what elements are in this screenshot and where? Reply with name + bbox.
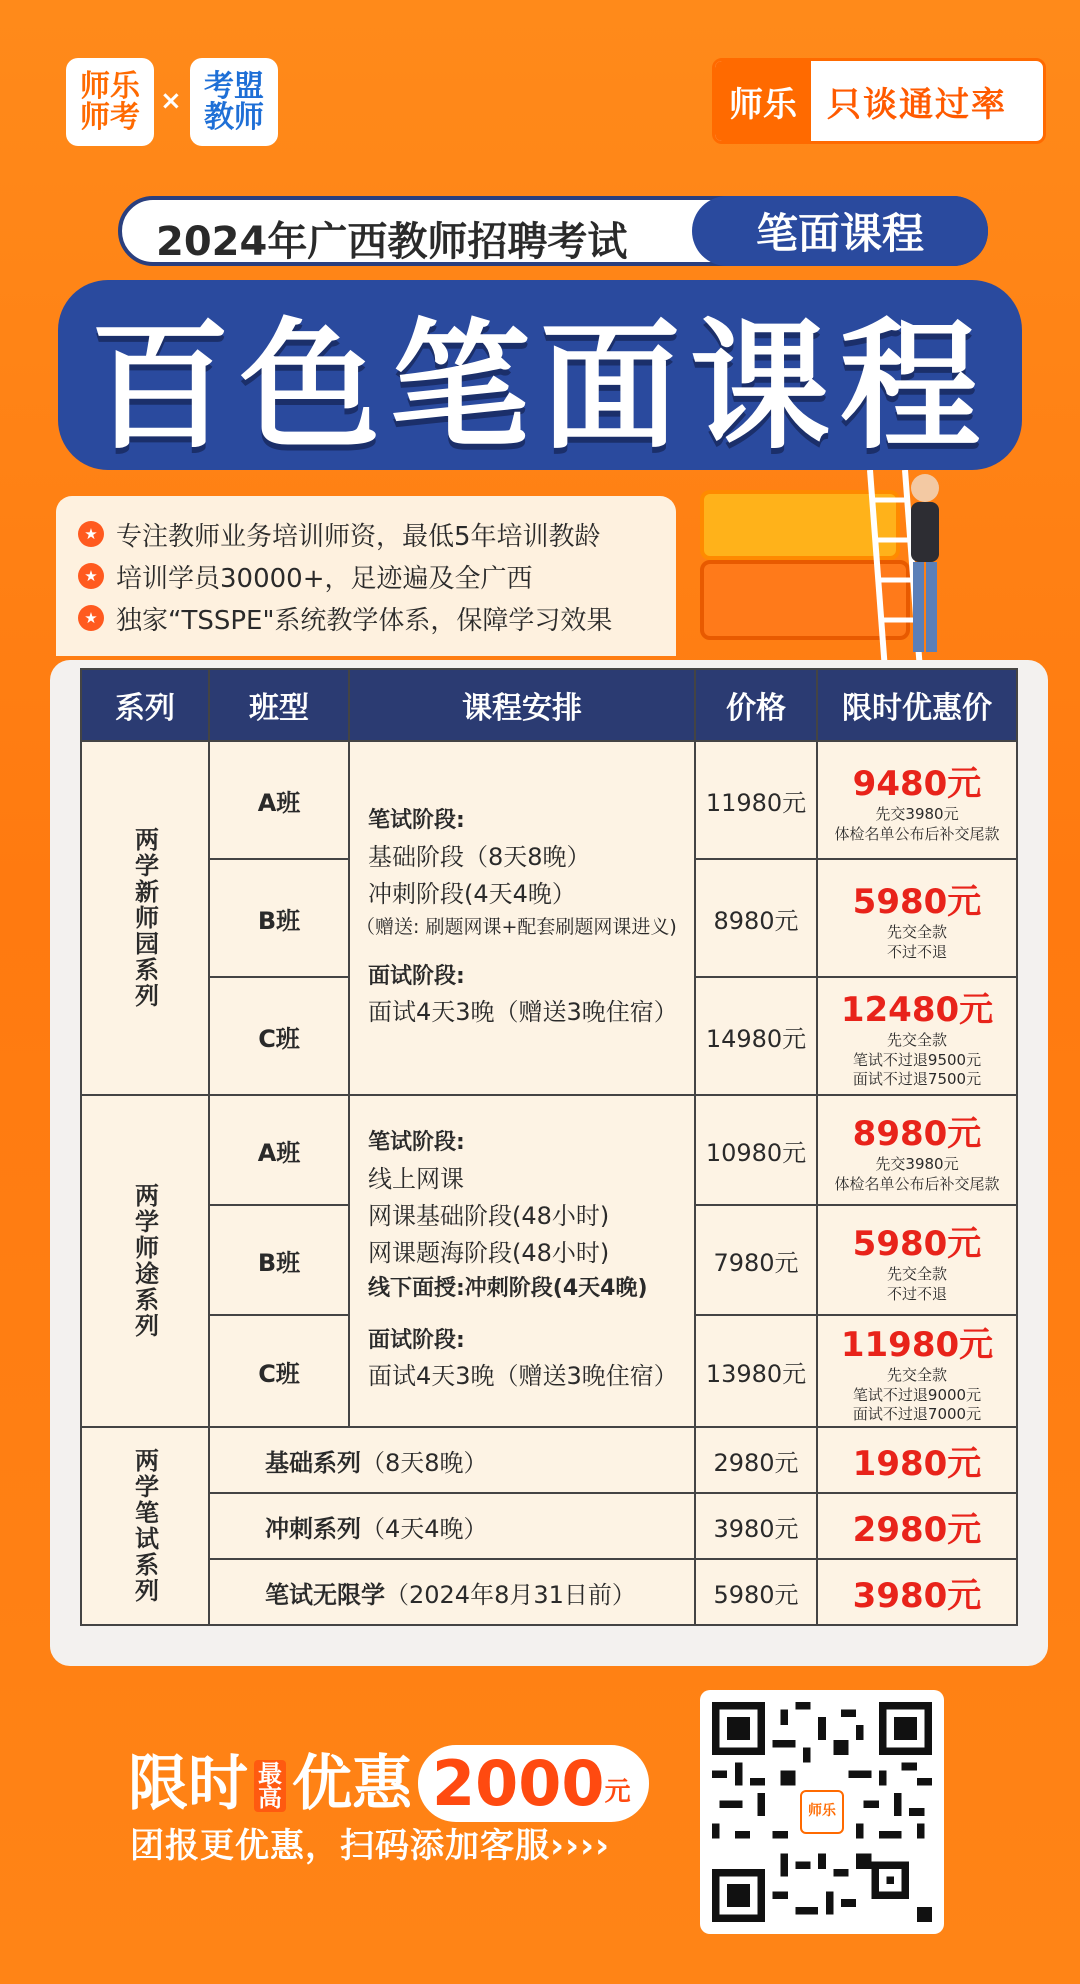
series-name: 两学笔试系列 (81, 1427, 209, 1625)
arr-title: 面试阶段: (368, 964, 465, 990)
arrangement-cell (349, 1095, 695, 1427)
class-name: A班 (209, 1095, 349, 1205)
course-detail: （2024年8月31日前） (385, 1580, 636, 1609)
arr-line: （赠送: 刷题网课+配套刷题网课进义) (356, 915, 677, 938)
discount-value: 2980元 (852, 1509, 982, 1550)
class-name: C班 (209, 977, 349, 1095)
discount-note: 体检名单公布后补交尾款 (834, 1174, 1000, 1193)
person-icon (895, 470, 955, 670)
star-icon: ★ (78, 605, 104, 631)
course-name-cell (209, 1559, 695, 1625)
discount-note: 先交3980元 (875, 805, 959, 823)
arr-line: 线上网课 (368, 1164, 464, 1193)
table-row (81, 1493, 1017, 1559)
feature-text: 培训学员30000+，足迹遍及全广西 (116, 563, 533, 594)
table-row (81, 741, 1017, 859)
arr-line: 网课题海阶段(48小时) (368, 1238, 610, 1267)
class-name: A班 (209, 741, 349, 859)
header-class: 班型 (209, 669, 349, 741)
promo-mini (254, 1760, 286, 1812)
slogan-badge (712, 58, 1046, 144)
price-value: 11980元 (695, 741, 817, 859)
course-detail: （4天4晚） (361, 1514, 488, 1543)
times-icon: × (160, 86, 182, 116)
promo-subtitle: 团报更优惠，扫码添加客服›››› (130, 1826, 611, 1866)
discount-note: 笔试不过退9000元 (852, 1385, 982, 1404)
promo-unit: 元 (604, 1777, 631, 1807)
arr-title: 笔试阶段: (368, 808, 465, 834)
discount-value: 8980元 (852, 1114, 982, 1154)
discount-note: 先交3980元 (875, 1155, 959, 1173)
arr-line: 线下面授:冲刺阶段(4天4晚) (368, 1276, 648, 1302)
series-name: 两学师途系列 (81, 1095, 209, 1427)
table-row (81, 1427, 1017, 1493)
discount-cell (817, 1559, 1017, 1625)
books-illustration (700, 490, 950, 670)
discount-cell (817, 1427, 1017, 1493)
arr-line: 面试4天3晚（赠送3晚住宿） (368, 1362, 678, 1391)
feature-text: 独家“TSSPE"系统教学体系，保障学习效果 (116, 605, 613, 636)
discount-note: 体检名单公布后补交尾款 (834, 824, 1000, 843)
header-price: 价格 (695, 669, 817, 741)
discount-note: 面试不过退7500元 (852, 1070, 982, 1089)
star-icon: ★ (78, 521, 104, 547)
series-name: 两学新师园系列 (81, 741, 209, 1095)
course-badge: 笔面课程 (692, 196, 988, 266)
qr-code[interactable] (700, 1690, 944, 1934)
discount-note: 笔试不过退9500元 (852, 1050, 982, 1069)
logo-text-4: 教师 (204, 100, 264, 135)
discount-note: 面试不过退7000元 (852, 1405, 982, 1424)
logo-text-1: 师乐 (80, 68, 140, 104)
arr-line: 面试4天3晚（赠送3晚住宿） (368, 998, 678, 1027)
price-value: 5980元 (695, 1559, 817, 1625)
promo-number: 2000 (432, 1747, 605, 1820)
course-name: 笔试无限学 (265, 1580, 385, 1609)
shile-logo (66, 58, 154, 146)
discount-note: 先交全款 (886, 1265, 947, 1283)
price-value: 8980元 (695, 859, 817, 977)
promo-text: 限时 (128, 1749, 248, 1819)
feature-item (78, 514, 654, 554)
arr-line: 网课基础阶段(48小时) (368, 1201, 610, 1230)
price-value: 13980元 (695, 1315, 817, 1427)
discount-cell (817, 859, 1017, 977)
header-discount: 限时优惠价 (817, 669, 1017, 741)
table-row (81, 1095, 1017, 1205)
discount-note: 不过不退 (886, 1284, 947, 1303)
discount-note: 不过不退 (886, 942, 947, 961)
discount-value: 12480元 (840, 990, 994, 1031)
arr-title: 笔试阶段: (368, 1130, 465, 1156)
course-name: 冲刺系列 (265, 1514, 361, 1543)
table-row (81, 1559, 1017, 1625)
logo-text-2: 师考 (80, 100, 140, 135)
header-pill (118, 196, 988, 266)
course-name-cell (209, 1427, 695, 1493)
header-arrangement: 课程安排 (349, 669, 695, 741)
table-header-row (81, 669, 1017, 741)
price-value: 10980元 (695, 1095, 817, 1205)
feature-text: 专注教师业务培训师资，最低5年培训教龄 (116, 521, 601, 552)
qr-logo (800, 1790, 844, 1834)
promo-banner (128, 1736, 649, 1822)
discount-cell (817, 1205, 1017, 1315)
features-box (56, 496, 676, 656)
price-value: 2980元 (695, 1427, 817, 1493)
kaomeng-logo (190, 58, 278, 146)
header-series: 系列 (81, 669, 209, 741)
price-table (80, 668, 1018, 1626)
arr-title: 面试阶段: (368, 1328, 465, 1354)
main-title (58, 280, 1022, 470)
discount-cell (817, 1095, 1017, 1205)
discount-value: 3980元 (852, 1575, 982, 1616)
arr-line: 基础阶段（8天8晚） (368, 842, 591, 871)
arr-line: 冲刺阶段(4天4晚） (368, 879, 576, 908)
arrangement-cell (349, 741, 695, 1095)
class-name: B班 (209, 859, 349, 977)
slogan-tag: 只谈通过率 (827, 84, 1007, 125)
discount-note: 先交全款 (886, 1031, 947, 1050)
promo-text: 优惠 (292, 1749, 412, 1819)
star-icon: ★ (78, 563, 104, 589)
class-name: C班 (209, 1315, 349, 1427)
discount-cell (817, 1315, 1017, 1427)
course-name-cell (209, 1493, 695, 1559)
price-value: 3980元 (695, 1493, 817, 1559)
price-value: 7980元 (695, 1205, 817, 1315)
class-name: B班 (209, 1205, 349, 1315)
promo-mini-2: 高 (258, 1784, 282, 1812)
discount-cell (817, 1493, 1017, 1559)
course-detail: （8天8晚） (361, 1448, 488, 1477)
feature-item (78, 598, 654, 638)
discount-cell (817, 741, 1017, 859)
course-name: 基础系列 (265, 1448, 361, 1477)
discount-note: 先交全款 (886, 923, 947, 941)
feature-item (78, 556, 654, 596)
discount-value: 9480元 (852, 764, 982, 804)
main-title-text: 百色笔面课程 (89, 305, 990, 469)
promo-mini-1: 最 (258, 1760, 282, 1788)
discount-note: 先交全款 (886, 1366, 947, 1385)
discount-value: 11980元 (840, 1325, 994, 1366)
slogan-brand: 师乐 (715, 61, 811, 141)
discount-value: 1980元 (852, 1443, 982, 1484)
exam-title: 2024年广西教师招聘考试 (156, 219, 628, 265)
qr-logo-text: 师乐 (808, 1803, 836, 1820)
discount-value: 5980元 (852, 882, 982, 922)
promo-amount (418, 1745, 649, 1822)
discount-cell (817, 977, 1017, 1095)
logo-text-3: 考盟 (204, 68, 264, 104)
discount-value: 5980元 (852, 1224, 982, 1264)
price-value: 14980元 (695, 977, 817, 1095)
